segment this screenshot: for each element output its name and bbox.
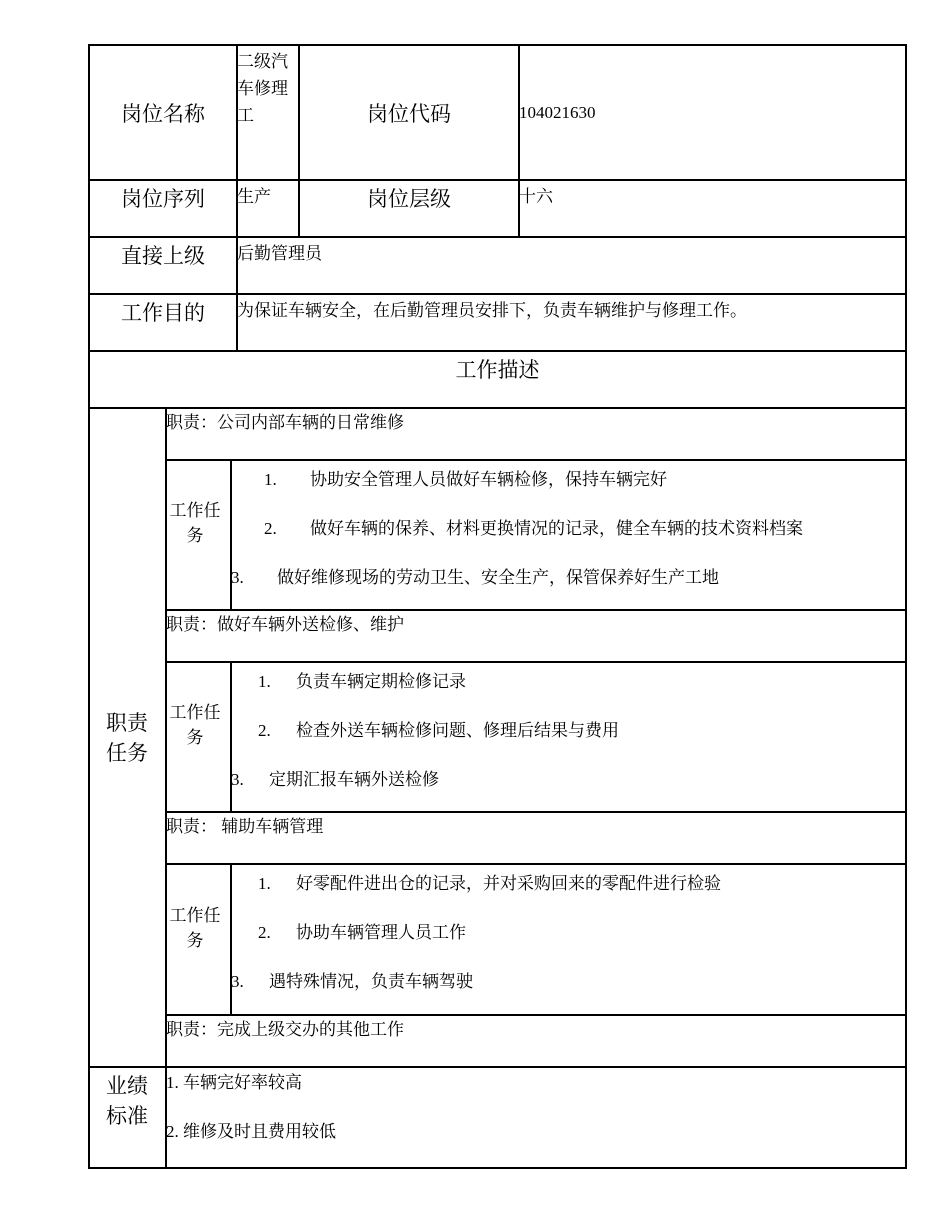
superior-value: 后勤管理员 <box>237 244 322 263</box>
purpose-value: 为保证车辆安全，在后勤管理员安排下，负责车辆维护与修理工作。 <box>237 301 747 320</box>
task-item: 1. 负责车辆定期检修记录 <box>258 672 466 691</box>
post-code-label: 岗位代码 <box>367 101 451 126</box>
task-item: 2. 做好车辆的保养、材料更换情况的记录，健全车辆的技术资料档案 <box>264 519 803 538</box>
duty-title: 职责：做好车辆外送检修、维护 <box>166 615 404 634</box>
task-item: 2. 检查外送车辆检修问题、修理后结果与费用 <box>258 721 619 740</box>
post-name-value: 二级汽车修理工 <box>237 52 288 125</box>
task-item: 1. 好零配件进出仓的记录，并对采购回来的零配件进行检验 <box>258 874 721 893</box>
task-label: 工作任务 <box>169 703 221 747</box>
purpose-label: 工作目的 <box>121 301 205 325</box>
task-item: 3. 做好维修现场的劳动卫生、安全生产，保管保养好生产工地 <box>231 568 719 587</box>
performance-label: 业绩标准 <box>106 1074 148 1128</box>
post-level-label: 岗位层级 <box>367 187 451 211</box>
task-item: 1. 协助安全管理人员做好车辆检修，保持车辆完好 <box>264 470 667 489</box>
task-label: 工作任务 <box>169 501 221 545</box>
post-series-label: 岗位序列 <box>121 187 205 211</box>
duties-label: 职责任务 <box>106 710 148 765</box>
border-bottom <box>88 1167 907 1169</box>
duty-title: 职责：完成上级交办的其他工作 <box>166 1020 404 1039</box>
post-level-value: 十六 <box>519 187 553 206</box>
description-title: 工作描述 <box>455 358 540 382</box>
post-series-value: 生产 <box>237 187 271 206</box>
performance-item: 2. 维修及时且费用较低 <box>166 1122 336 1141</box>
post-name-label: 岗位名称 <box>121 101 205 126</box>
task-item: 3. 定期汇报车辆外送检修 <box>231 770 439 789</box>
task-item: 3. 遇特殊情况，负责车辆驾驶 <box>231 972 473 991</box>
post-code-value: 104021630 <box>519 103 596 122</box>
superior-label: 直接上级 <box>121 244 205 268</box>
row-line <box>165 863 907 865</box>
task-label: 工作任务 <box>169 906 221 950</box>
duty-title: 职责： 辅助车辆管理 <box>166 817 324 836</box>
row-line <box>165 459 907 461</box>
duty-title: 职责：公司内部车辆的日常维修 <box>166 413 404 432</box>
row-line <box>88 1066 907 1068</box>
border-right <box>905 44 907 1169</box>
performance-item: 1. 车辆完好率较高 <box>166 1073 302 1092</box>
row-line <box>165 661 907 663</box>
task-item: 2. 协助车辆管理人员工作 <box>258 923 466 942</box>
col-line <box>230 863 232 1015</box>
